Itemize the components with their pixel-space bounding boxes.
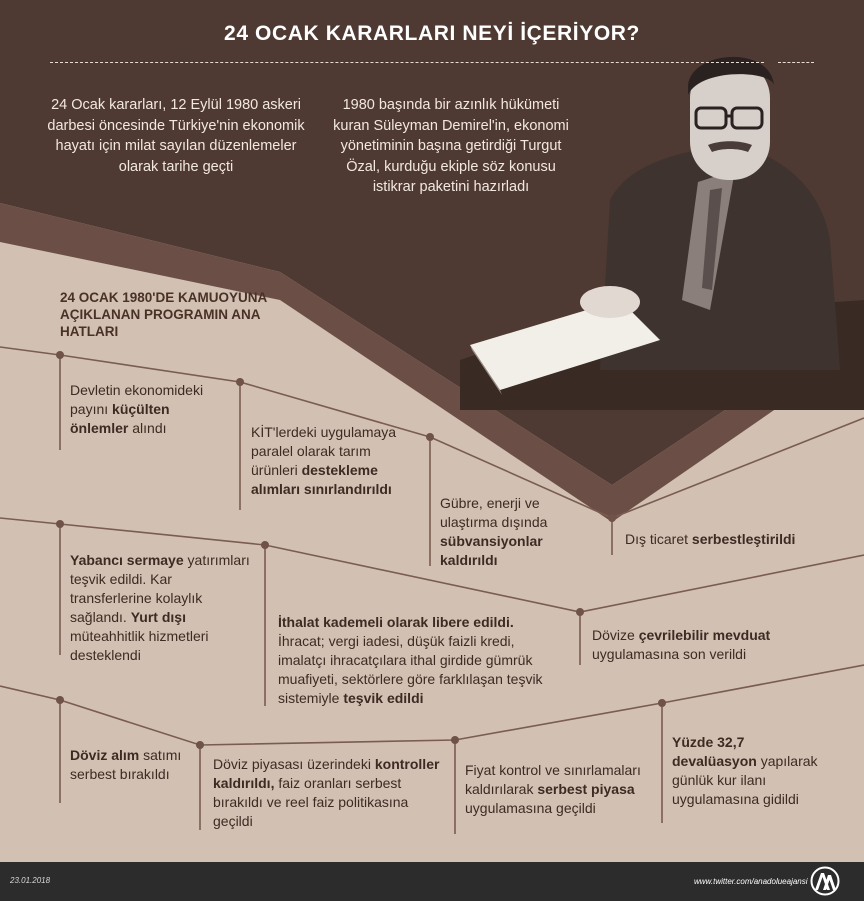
title-divider-end xyxy=(778,62,814,63)
program-heading: 24 OCAK 1980'DE KAMUOYUNA AÇIKLANAN PROGRAMIN ANA HATLARI xyxy=(60,290,267,339)
item-2: KİT'lerdeki uygulamaya paralel olarak tarım ürünleri destekleme alımları sınırlandırıldı xyxy=(251,424,397,497)
item-9: Döviz piyasası üzerindeki kontroller kaldırıldı, faiz oranları serbest bırakıldı ve reel faiz politikasına geçildi xyxy=(213,756,440,829)
title-divider xyxy=(50,62,764,63)
item-11: Yüzde 32,7 devalüasyon yapılarak günlük kur ilanı uygulamasına gidildi xyxy=(672,734,818,807)
item-5: Yabancı sermaye yatırımları teşvik edildi. Kar transferlerine kolaylık sağlandı. Yurt dışı müteahhitlik hizmetleri desteklendi xyxy=(70,552,250,663)
item-4: Dış ticaret serbestleştirildi xyxy=(625,531,796,547)
intro-left: 24 Ocak kararları, 12 Eylül 1980 askeri darbesi öncesinde Türkiye'nin ekonomik hayatı için milat sayılan düzenlemeler olarak tarihe geçti xyxy=(47,97,305,175)
item-6: İthalat kademeli olarak libere edildi. İhracat; vergi iadesi, düşük faizli kredi, imalatçı ihracatçılara ithal girdide gümrük muafiyeti, sektörlere göre farklılaşan teşvik sistemiyle teşvik edildi xyxy=(278,614,543,706)
item-7: Dövize çevrilebilir mevduat uygulamasına son verildi xyxy=(592,627,771,662)
item-8: Döviz alım satımı serbest bırakıldı xyxy=(70,747,182,782)
intro-right: 1980 başında bir azınlık hükümeti kuran Süleyman Demirel'in, ekonomi yönetiminin başına getirdiği Turgut Özal, kurduğu ekiple söz konusu istikrar paketini hazırladı xyxy=(333,97,569,195)
item-3: Gübre, enerji ve ulaştırma dışında sübvansiyonlar kaldırıldı xyxy=(440,495,548,568)
footer-date: 23.01.2018 xyxy=(10,876,51,885)
item-10: Fiyat kontrol ve sınırlamaları kaldırılarak serbest piyasa uygulamasına geçildi xyxy=(465,762,641,816)
item-1: Devletin ekonomideki payını küçülten önlemler alındı xyxy=(70,382,204,436)
page-title: 24 OCAK KARARLARI NEYİ İÇERİYOR? xyxy=(224,22,640,45)
aa-logo-icon xyxy=(808,866,842,896)
twitter-link[interactable]: www.twitter.com/anadolueajansi xyxy=(694,877,808,886)
